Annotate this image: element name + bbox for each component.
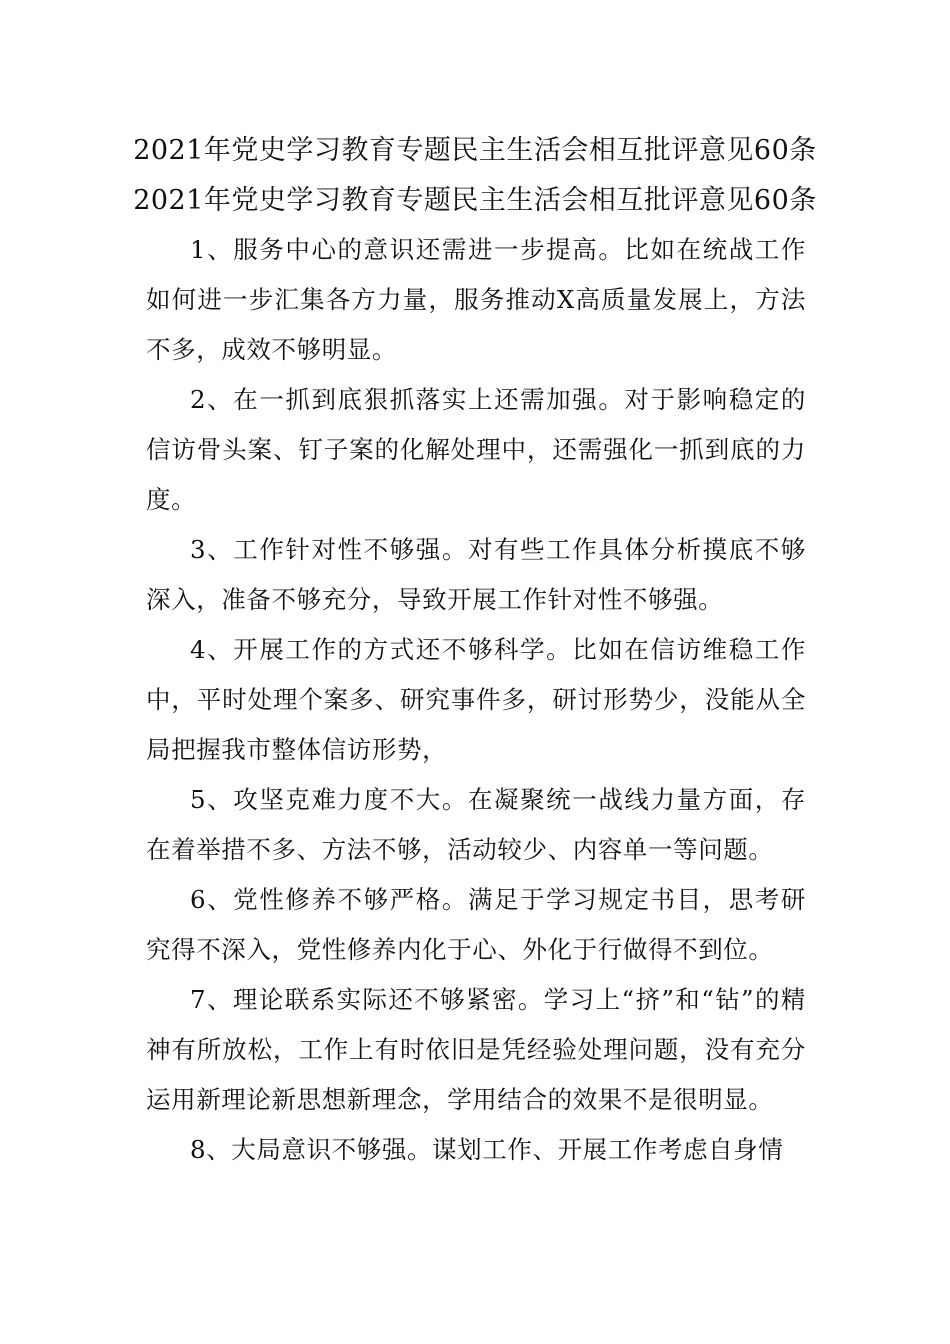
paragraph-2: 2、在一抓到底狠抓落实上还需加强。对于影响稳定的信访骨头案、钉子案的化解处理中，还需强化一抓到底的力度。 [146, 385, 806, 514]
document-title: 2021年党史学习教育专题民主生活会相互批评意见60条 [133, 135, 817, 166]
document-subtitle: 2021年党史学习教育专题民主生活会相互批评意见60条 [133, 185, 817, 216]
paragraph-3: 3、工作针对性不够强。对有些工作具体分析摸底不够深入，准备不够充分，导致开展工作针对性不够强。 [146, 535, 806, 614]
paragraph-4: 4、开展工作的方式还不够科学。比如在信访维稳工作中，平时处理个案多、研究事件多，研讨形势少，没能从全局把握我市整体信访形势， [146, 635, 806, 764]
paragraph-8: 8、大局意识不够强。谋划工作、开展工作考虑自身情 [190, 1135, 784, 1164]
paragraph-1: 1、服务中心的意识还需进一步提高。比如在统战工作如何进一步汇集各方力量，服务推动X高质量发展上，方法不多，成效不够明显。 [146, 235, 806, 364]
document-body [146, 225, 806, 1175]
paragraph-7: 7、理论联系实际还不够紧密。学习上“挤”和“钻”的精神有所放松，工作上有时依旧是凭经验处理问题，没有充分运用新理论新思想新理念，学用结合的效果不是很明显。 [146, 985, 806, 1114]
paragraph-6: 6、党性修养不够严格。满足于学习规定书目，思考研究得不深入，党性修养内化于心、外化于行做得不到位。 [146, 885, 806, 964]
paragraph-5: 5、攻坚克难力度不大。在凝聚统一战线力量方面，存在着举措不多、方法不够，活动较少、内容单一等问题。 [146, 785, 806, 864]
